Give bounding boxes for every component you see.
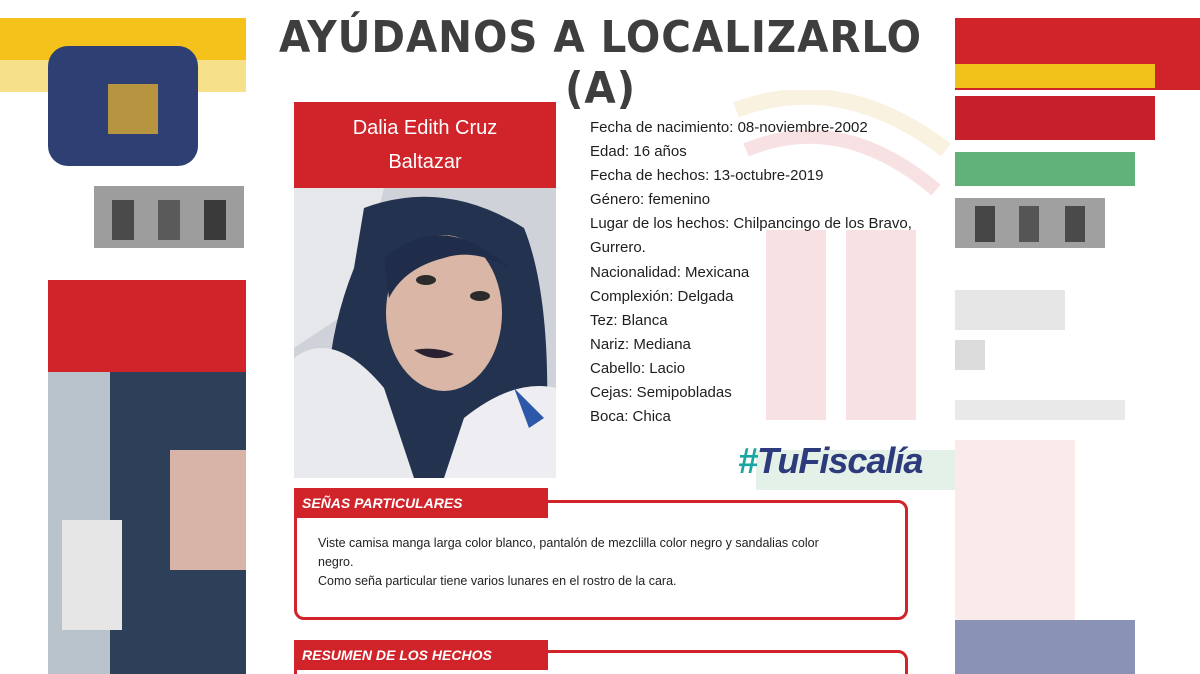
detail-eyebrows: Cejas: Semipobladas	[590, 384, 732, 402]
detail-nose: Nariz: Mediana	[590, 335, 691, 353]
detail-hair: Cabello: Lacio	[590, 359, 686, 377]
hashtag-text: TuFiscalía	[757, 440, 923, 481]
photo-illustration	[294, 188, 556, 478]
missing-person-poster	[246, 0, 955, 674]
detail-birthdate: Fecha de nacimiento: 08-noviembre-2002	[590, 119, 868, 136]
identifying-marks-text	[318, 534, 878, 591]
detail-build: Complexión: Delgada	[590, 287, 734, 305]
person-name-box	[294, 102, 556, 188]
detail-age: Edad: 16 años	[590, 143, 687, 161]
poster-title: AYÚDANOS A LOCALIZARLO (A)	[278, 12, 923, 114]
person-details	[590, 116, 920, 429]
section-identifying-marks-title: SEÑAS PARTICULARES	[294, 488, 548, 518]
person-name-line1: Dalia Edith Cruz	[352, 117, 498, 139]
detail-location-cont: Gurrero.	[590, 239, 646, 257]
detail-location: Lugar de los hechos: Chilpancingo de los Bravo,	[590, 215, 912, 233]
person-name-line2: Baltazar	[388, 151, 462, 173]
detail-skin: Tez: Blanca	[590, 311, 668, 329]
detail-mouth: Boca: Chica	[590, 408, 671, 426]
pixelated-background-left	[0, 0, 246, 674]
hashtag-tufiscalia	[738, 440, 922, 482]
identifying-marks-line2: negro.	[318, 555, 354, 569]
hashtag-symbol: #	[738, 440, 758, 481]
section-summary-title: RESUMEN DE LOS HECHOS	[294, 640, 548, 670]
missing-person-photo	[294, 188, 556, 478]
detail-gender: Género: femenino	[590, 191, 711, 209]
detail-event-date: Fecha de hechos: 13-octubre-2019	[590, 167, 824, 185]
identifying-marks-line1: Viste camisa manga larga color blanco, pantalón de mezclilla color negro y sandalias color	[318, 536, 819, 550]
pixelated-background-right	[955, 0, 1200, 674]
detail-nationality: Nacionalidad: Mexicana	[590, 263, 750, 281]
identifying-marks-line3: Como seña particular tiene varios lunares en el rostro de la cara.	[318, 574, 677, 588]
